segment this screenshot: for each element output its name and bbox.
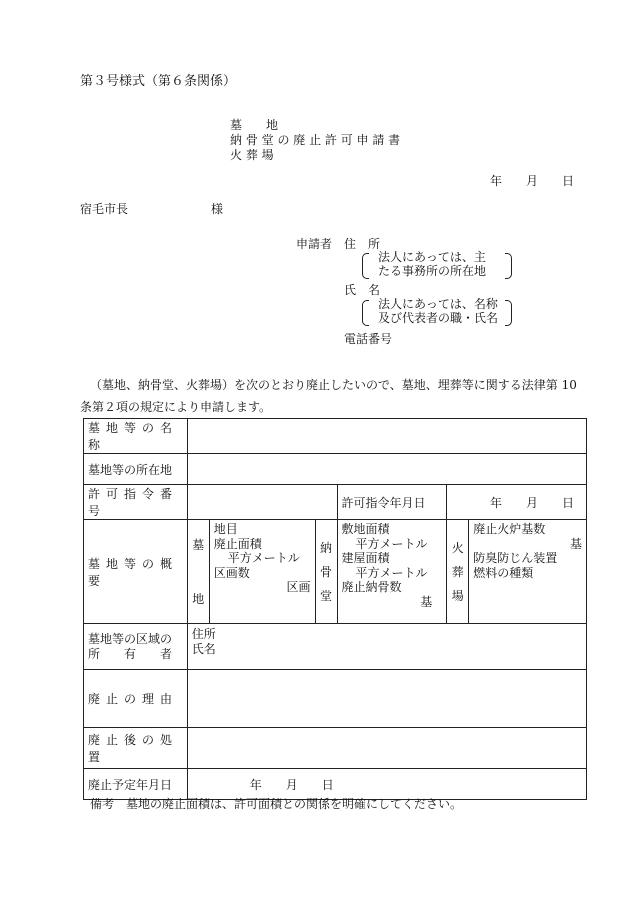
label-name: 墓地等の名称 [84, 419, 188, 454]
ossuary-building-unit: 平方メートル [355, 565, 428, 580]
field-scheduled-date[interactable]: 年 月 日 [187, 769, 586, 800]
label-owner-line-1: 墓地等の区域の [88, 631, 173, 646]
field-disposal[interactable] [187, 728, 586, 769]
cemetery-area-unit: 平方メートル [227, 551, 300, 565]
owner-name-label: 氏名 [191, 641, 216, 656]
ossuary-details[interactable] [337, 520, 447, 624]
label-scheduled-date: 廃止予定年月日 [84, 769, 188, 800]
address-note [378, 250, 486, 278]
ossuary-char-3: 堂 [320, 588, 333, 603]
addressee-honorific: 様 [211, 202, 224, 216]
note: 備考 墓地の廃止面積は、許可面積との関係を明確にしてください。 [90, 797, 463, 811]
ossuary-char-2: 骨 [320, 564, 333, 579]
form-title [230, 118, 400, 163]
crematorium-furnace-unit: 基 [569, 536, 582, 551]
label-owner-line-2: 所 有 者 [88, 646, 173, 661]
body-text-line-2: 条第２項の規定により申請します。 [80, 400, 272, 414]
row-name [84, 419, 587, 454]
name-note-line-2: 及び代表者の職・氏名 [378, 311, 499, 325]
field-permit-number[interactable] [187, 485, 337, 520]
label-location: 墓地等の所在地 [84, 454, 188, 485]
cemetery-plot-unit: 区画 [286, 580, 311, 594]
crematorium-fuel-type: 燃料の種類 [473, 565, 534, 580]
label-permit-date: 許可指令年月日 [337, 485, 447, 520]
cemetery-char-1: 墓 [192, 537, 205, 552]
cemetery-details[interactable] [209, 520, 315, 624]
cemetery-land-category: 地目 [213, 522, 238, 536]
crematorium-char-2: 葬 [451, 564, 464, 579]
crematorium-char-3: 場 [451, 588, 464, 603]
label-disposal: 廃止後の処置 [84, 728, 188, 769]
address-label: 住 所 [344, 237, 381, 251]
field-location[interactable] [187, 454, 586, 485]
label-summary: 墓地等の概要 [84, 520, 188, 624]
ossuary-count-unit: 基 [420, 594, 433, 609]
name-note-brace-left [362, 300, 369, 326]
applicant-label: 申請者 [296, 237, 333, 251]
row-location [84, 454, 587, 485]
date-line: 年 月 日 [490, 174, 575, 188]
ossuary-vertical-label [315, 520, 337, 624]
body-text-line-1: （墓地、納骨堂、火葬場）を次のとおり廃止したいので、墓地、埋葬等に関する法律第 10 [90, 378, 577, 392]
name-note-line-1: 法人にあっては、名称 [378, 297, 498, 311]
row-reason [84, 670, 587, 728]
name-note-brace-right [505, 300, 512, 326]
title-line-2: 納 骨 堂 の 廃 止 許 可 申 請 書 [230, 133, 401, 147]
ossuary-site-area: 敷地面積 [341, 522, 390, 536]
row-summary [84, 520, 587, 624]
address-note-line-1: 法人にあっては、主 [378, 250, 486, 264]
address-note-brace-left [362, 253, 369, 279]
crematorium-char-1: 火 [451, 540, 464, 555]
ossuary-char-1: 納 [320, 540, 333, 555]
application-table [83, 418, 587, 800]
label-reason: 廃止の理由 [84, 670, 188, 728]
owner-address-label: 住所 [191, 627, 216, 641]
row-owner [84, 624, 587, 670]
name-label: 氏 名 [344, 283, 381, 297]
ossuary-site-unit: 平方メートル [355, 536, 428, 551]
row-disposal [84, 728, 587, 769]
cemetery-plot-count: 区画数 [213, 565, 250, 580]
ossuary-abolished-count: 廃止納骨数 [341, 580, 402, 594]
form-number: 第３号様式（第６条関係） [80, 74, 237, 89]
title-line-3: 火 葬 場 [230, 148, 274, 162]
phone-label: 電話番号 [344, 332, 393, 346]
field-reason[interactable] [187, 670, 586, 728]
title-line-1: 墓 地 [230, 118, 279, 132]
address-note-brace-right [505, 253, 512, 279]
label-owner [84, 624, 188, 670]
crematorium-furnace-count: 廃止火炉基数 [473, 522, 546, 536]
field-owner[interactable] [187, 624, 586, 670]
field-permit-date[interactable]: 年 月 日 [447, 485, 587, 520]
row-permit [84, 485, 587, 520]
cemetery-abolished-area: 廃止面積 [213, 536, 262, 551]
address-note-line-2: たる事務所の所在地 [378, 264, 487, 278]
name-note [378, 297, 498, 325]
cemetery-vertical-label [187, 520, 209, 624]
crematorium-details[interactable] [469, 520, 587, 624]
label-permit-number: 許可指令番号 [84, 485, 188, 520]
cemetery-char-2: 地 [192, 591, 205, 606]
crematorium-deodorizer: 防臭防じん装置 [473, 551, 558, 565]
field-name[interactable] [187, 419, 586, 454]
crematorium-vertical-label [447, 520, 469, 624]
addressee-name: 宿毛市長 [80, 202, 129, 216]
ossuary-building-area: 建屋面積 [341, 551, 390, 565]
